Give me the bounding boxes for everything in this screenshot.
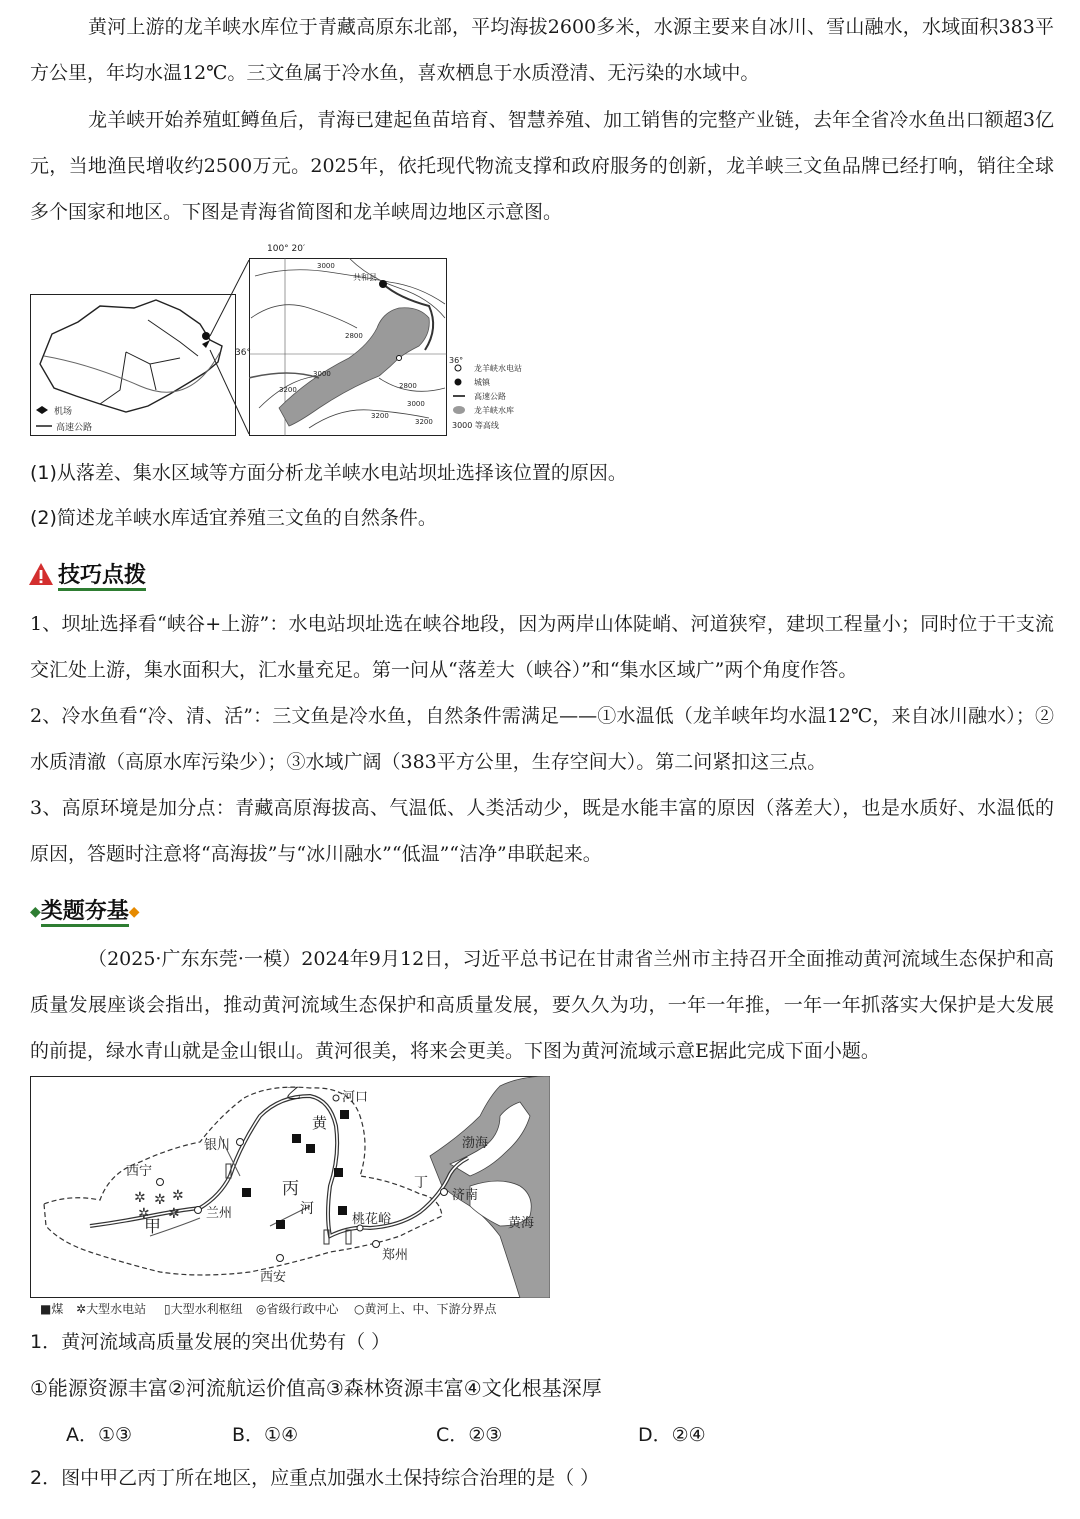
legend-town-label: 城镇 (474, 378, 490, 387)
coord-latitude-left: 36° (235, 348, 251, 358)
longyangxia-legend (452, 362, 552, 436)
label-lanzhou: 兰州 (206, 1206, 233, 1221)
yellow-river-map (30, 1076, 550, 1298)
longyangxia-map (235, 244, 464, 436)
boundary-point-icon: ○ (354, 1302, 365, 1316)
mcq-question-2: 2．图中甲乙丙丁所在地区，应重点加强水土保持综合治理的是（ ） (30, 1467, 600, 1489)
svg-text:✲: ✲ (168, 1206, 180, 1222)
contour-label: 3200 (279, 386, 297, 394)
label-hekou: 河口 (342, 1090, 369, 1105)
coord-longitude: 100° 20′ (267, 244, 306, 254)
label-ding: 丁 (414, 1175, 428, 1191)
label-yinchuan: 银川 (204, 1138, 231, 1153)
label-jia: 甲 (144, 1217, 161, 1237)
label-he: 河 (300, 1201, 314, 1217)
question-2: (2)简述龙羊峡水库适宜养殖三文鱼的自然条件。 (30, 507, 437, 529)
tip-1: 1、坝址选择看“峡谷+上游”：水电站坝址选在峡谷地段，因为两岸山体陡峭、河道狭窄，建坝工程量小；同时位于干支流交汇处上游，集水面积大，汇水量充足。第一问从“落差大（峡谷）”和“集水区域广”两个角度作答。 (30, 613, 1054, 681)
diamond-right-icon: ◆ (128, 904, 140, 920)
svg-text:✲: ✲ (138, 1206, 150, 1222)
label-taohuayu: 桃花峪 (352, 1212, 392, 1227)
coal-icon: ■ (40, 1302, 52, 1316)
contour-label: 2800 (345, 332, 363, 340)
label-zhengzhou: 郑州 (382, 1248, 409, 1263)
label-bohai: 渤海 (462, 1136, 489, 1151)
mcq-choices: ①能源资源丰富②河流航运价值高③森林资源丰富④文化根基深厚 (30, 1376, 602, 1400)
label-bing: 丙 (282, 1179, 299, 1199)
label-yi: 乙 (286, 1084, 302, 1102)
legend-hydro: ✲大型水电站 (76, 1302, 147, 1316)
tip-2: 2、冷水鱼看“冷、清、活”：三文鱼是冷水鱼，自然条件需满足——①水温低（龙羊峡年均水温12℃，来自冰川融水）；②水质清澈（高原水库污染少）；③水域广阔（383平方公里，生存空间大）。第二问紧扣这三点。 (30, 705, 1054, 773)
warning-icon (28, 562, 54, 592)
hydro-station-icon: ✲ (76, 1302, 87, 1316)
option-c[interactable]: C．②③ (436, 1424, 503, 1446)
legend-airport-label: 机场 (54, 407, 73, 417)
label-huanghai: 黄海 (508, 1216, 535, 1231)
option-b[interactable]: B．①④ (232, 1424, 299, 1446)
contour-label: 3000 (317, 262, 335, 270)
legend-contour-label: 3000 等高线 (452, 421, 499, 430)
svg-text:✲: ✲ (154, 1192, 166, 1208)
legend-reservoir-label: 龙羊峡水库 (474, 406, 514, 415)
yellow-river-legend (40, 1300, 560, 1318)
tips-title: 技巧点拨 (58, 563, 146, 591)
longyangxia-map-drawing (249, 258, 447, 436)
svg-text:✲: ✲ (172, 1188, 184, 1204)
option-a[interactable]: A．①③ (66, 1424, 133, 1446)
similar-title: 类题夯基 (41, 899, 129, 927)
intro-paragraph-2: 龙羊峡开始养殖虹鳟鱼后，青海已建起鱼苗培育、智慧养殖、加工销售的完整产业链，去年全省冷水鱼出口额超3亿元，当地渔民增收约2500万元。2025年，依托现代物流支撑和政府服务的创新，龙羊峡三文鱼品牌已经打响，销往全球多个国家和地区。下图是青海省简图和龙羊峡周边地区示意图。 (30, 109, 1054, 223)
legend-highway-label: 高速公路 (56, 423, 93, 433)
contour-label: 3200 (371, 412, 389, 420)
contour-label: 3000 (313, 370, 331, 378)
legend-dam-label: 龙羊峡水电站 (474, 364, 522, 373)
similar-stem: （2025·广东东莞·一模）2024年9月12日，习近平总书记在甘肃省兰州市主持召开全面推动黄河流域生态保护和高质量发展座谈会指出，推动黄河流域生态保护和高质量发展，要久久为功，一年一年推，一年一年抓落实大保护是大发展的前提，绿水青山就是金山银山。黄河很美，将来会更美。下图为黄河流域示意E据此完成下面小题。 (30, 948, 1054, 1062)
contour-label: 2800 (399, 382, 417, 390)
svg-text:✲: ✲ (134, 1190, 146, 1206)
legend-hub: ▯大型水利枢纽 (164, 1302, 243, 1316)
label-xian: 西安 (260, 1270, 287, 1285)
diamond-left-icon: ◆ (30, 904, 41, 920)
question-1: (1)从落差、集水区域等方面分析龙羊峡水电站坝址选择该位置的原因。 (30, 462, 627, 484)
tip-3: 3、高原环境是加分点：青藏高原海拔高、气温低、人类活动少，既是水能丰富的原因（落差大），也是水质好、水温低的原因，答题时注意将“高海拔”与“冰川融水”“低温”“洁净”串联起来。 (30, 797, 1054, 865)
legend-highway-label: 高速公路 (474, 392, 506, 401)
label-jinan: 济南 (452, 1188, 479, 1203)
intro-paragraph-1: 黄河上游的龙羊峡水库位于青藏高原东北部，平均海拔2600多米，水源主要来自冰川、雪山融水，水域面积383平方公里，年均水温12℃。三文鱼属于冷水鱼，喜欢栖息于水质澄清、无污染的水域中。 (30, 16, 1054, 84)
legend-coal: ■煤 (40, 1302, 64, 1316)
contour-label: 3000 (407, 400, 425, 408)
water-hub-icon: ▯ (164, 1302, 171, 1316)
label-xining: 西宁 (126, 1164, 153, 1179)
legend-boundary: ○黄河上、中、下游分界点 (354, 1302, 497, 1316)
capital-icon: ◎ (256, 1302, 267, 1316)
tips-heading (28, 558, 146, 592)
label-huang: 黄 (312, 1114, 328, 1132)
town-gonghe: 共和县 (353, 273, 377, 282)
legend-capital: ◎省级行政中心 (256, 1302, 339, 1316)
option-d[interactable]: D．②④ (638, 1424, 706, 1446)
coord-latitude-right: 36° (449, 356, 464, 365)
similar-heading (30, 894, 140, 925)
contour-label: 3200 (415, 418, 433, 426)
mcq-question-1: 1．黄河流域高质量发展的突出优势有（ ） (30, 1331, 391, 1353)
